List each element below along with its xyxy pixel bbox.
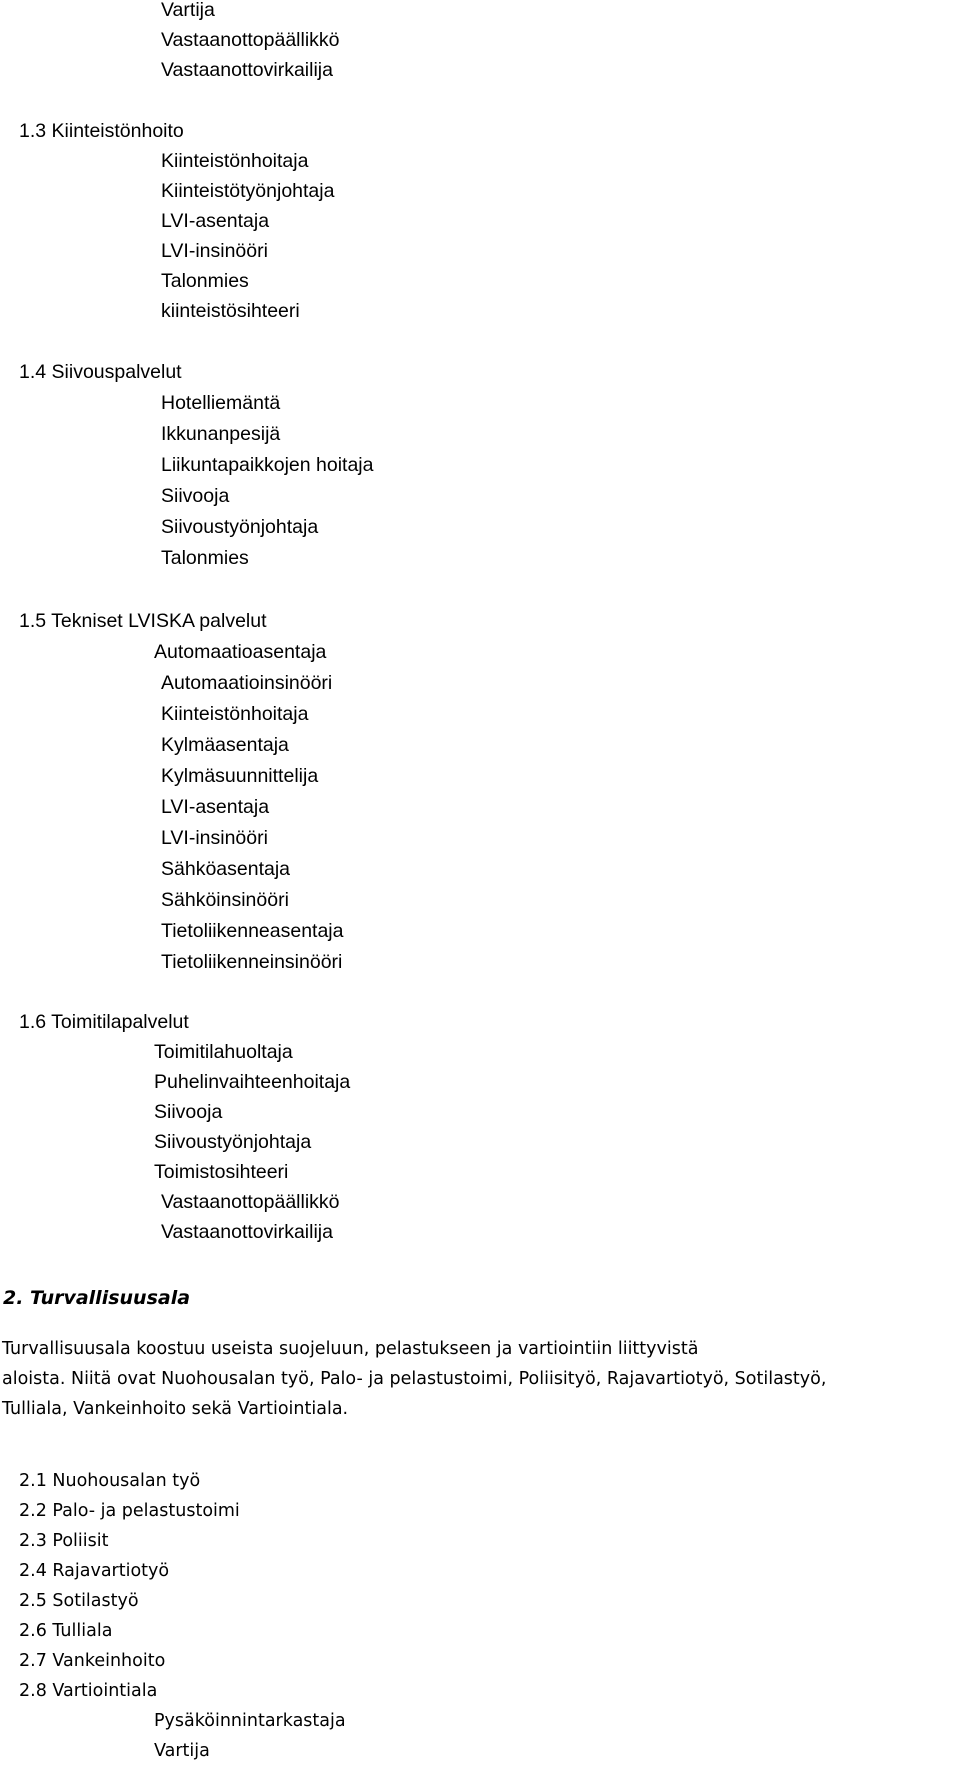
list-item: Kiinteistönhoitaja [161, 150, 309, 172]
list-item: Talonmies [161, 270, 249, 292]
section-2-paragraph [2, 1334, 957, 1424]
subsection-2-7: 2.7 Vankeinhoito [19, 1651, 166, 1671]
section-title-1-5: 1.5 Tekniset LVISKA palvelut [19, 610, 267, 632]
list-item: Ikkunanpesijä [161, 423, 281, 445]
section-title-1-6: 1.6 Toimitilapalvelut [19, 1011, 189, 1033]
list-item: Vastaanottopäällikkö [161, 1191, 340, 1213]
list-item: LVI-insinööri [161, 827, 268, 849]
list-item: LVI-insinööri [161, 240, 268, 262]
list-item: Siivooja [161, 485, 230, 507]
list-item: Vartija [161, 0, 215, 21]
section-title-1-3: 1.3 Kiinteistönhoito [19, 120, 184, 142]
subsection-2-5: 2.5 Sotilastyö [19, 1591, 139, 1611]
subsection-2-4: 2.4 Rajavartiotyö [19, 1561, 170, 1581]
list-item: Automaatioinsinööri [161, 672, 333, 694]
paragraph-line: aloista. Niitä ovat Nuohousalan työ, Palo- ja pelastustoimi, Poliisityö, Rajavartiotyö, Sotilastyö, [2, 1369, 827, 1389]
list-item: Vastaanottopäällikkö [161, 29, 340, 51]
list-item: Sähköasentaja [161, 858, 291, 880]
section-title-1-4: 1.4 Siivouspalvelut [19, 361, 182, 383]
list-item: Vastaanottovirkailija [161, 1221, 333, 1243]
list-item: Vartija [154, 1741, 210, 1761]
list-item: kiinteistösihteeri [161, 300, 300, 322]
list-item: LVI-asentaja [161, 210, 270, 232]
list-item: Sähköinsinööri [161, 889, 289, 911]
subsection-2-6: 2.6 Tulliala [19, 1621, 113, 1641]
list-item: Talonmies [161, 547, 249, 569]
list-item: Toimistosihteeri [154, 1161, 289, 1183]
list-item: Tietoliikenneinsinööri [161, 951, 343, 973]
list-item: Siivooja [154, 1101, 223, 1123]
subsection-2-2: 2.2 Palo- ja pelastustoimi [19, 1501, 240, 1521]
list-item: Vastaanottovirkailija [161, 59, 333, 81]
list-item: Toimitilahuoltaja [154, 1041, 293, 1063]
list-item: Kylmäasentaja [161, 734, 289, 756]
paragraph-line: Tulliala, Vankeinhoito sekä Vartiointiala. [2, 1399, 349, 1419]
list-item: Tietoliikenneasentaja [161, 920, 344, 942]
section-heading-2: 2. Turvallisuusala [3, 1287, 191, 1309]
subsection-2-3: 2.3 Poliisit [19, 1531, 109, 1551]
paragraph-line: Turvallisuusala koostuu useista suojeluun, pelastukseen ja vartiointiin liittyvistä [2, 1339, 699, 1359]
list-item: Siivoustyönjohtaja [161, 516, 319, 538]
list-item: LVI-asentaja [161, 796, 270, 818]
subsection-2-8: 2.8 Vartiointiala [19, 1681, 158, 1701]
list-item: Automaatioasentaja [154, 641, 327, 663]
list-item: Kiinteistötyönjohtaja [161, 180, 335, 202]
list-item: Kylmäsuunnittelija [161, 765, 319, 787]
list-item: Pysäköinnintarkastaja [154, 1711, 346, 1731]
list-item: Puhelinvaihteenhoitaja [154, 1071, 351, 1093]
list-item: Liikuntapaikkojen hoitaja [161, 454, 374, 476]
list-item: Hotelliemäntä [161, 392, 281, 414]
list-item: Siivoustyönjohtaja [154, 1131, 312, 1153]
subsection-2-1: 2.1 Nuohousalan työ [19, 1471, 201, 1491]
list-item: Kiinteistönhoitaja [161, 703, 309, 725]
